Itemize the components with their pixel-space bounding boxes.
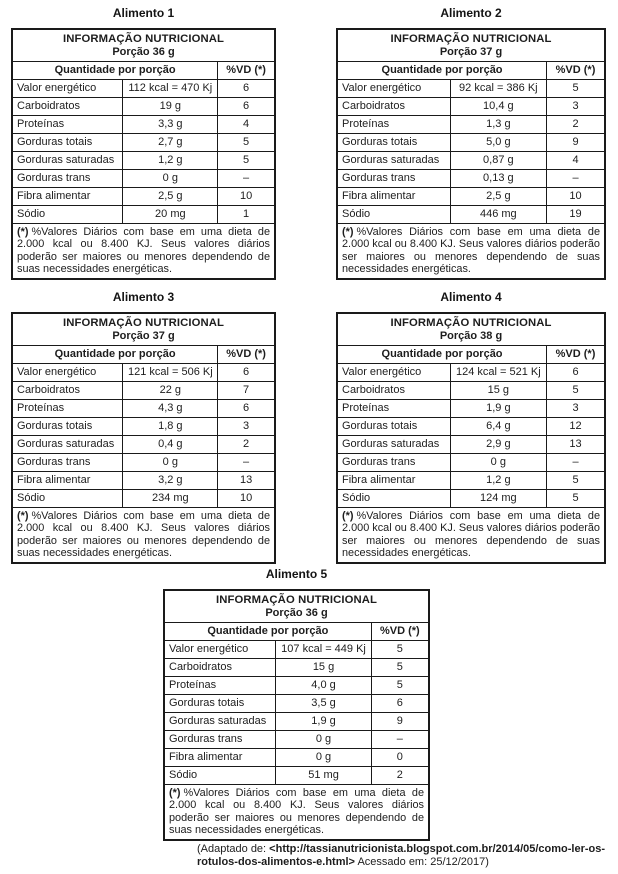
- table-row: [337, 454, 605, 472]
- footnote: [337, 508, 605, 564]
- nutrient-value: 0 g: [450, 454, 546, 472]
- quantity-header: Quantidade por porção: [337, 62, 547, 80]
- footnote-marker: (*): [17, 226, 29, 238]
- nutrient-label: Gorduras trans: [12, 454, 123, 472]
- nutrient-label: Fibra alimentar: [12, 188, 123, 206]
- nutrient-label: Carboidratos: [337, 382, 450, 400]
- nutrient-value: 15 g: [450, 382, 546, 400]
- nutrient-label: Gorduras saturadas: [164, 713, 276, 731]
- nutrient-vd: 13: [547, 436, 605, 454]
- nutrient-value: 0,87 g: [450, 152, 546, 170]
- portion-label: Porção 36 g: [112, 46, 175, 58]
- table-row: [164, 749, 429, 767]
- nutrient-value: 92 kcal = 386 Kj: [450, 80, 546, 98]
- nutrient-vd: 19: [547, 206, 605, 224]
- nutrient-vd: 2: [218, 436, 275, 454]
- info-header: INFORMAÇÃO NUTRICIONAL: [63, 33, 224, 45]
- nutrient-value: 0,13 g: [450, 170, 546, 188]
- nutrient-label: Gorduras totais: [12, 418, 123, 436]
- nutrient-vd: 5: [371, 641, 429, 659]
- nutrient-label: Carboidratos: [164, 659, 276, 677]
- nutrient-vd: 5: [547, 472, 605, 490]
- nutrient-vd: 3: [547, 98, 605, 116]
- nutrient-value: 124 kcal = 521 Kj: [450, 364, 546, 382]
- nutrient-label: Proteínas: [12, 116, 123, 134]
- nutrient-value: 4,0 g: [276, 677, 371, 695]
- nutrient-value: 5,0 g: [450, 134, 546, 152]
- quantity-header: Quantidade por porção: [12, 62, 218, 80]
- nutrient-vd: 6: [218, 80, 275, 98]
- info-header: INFORMAÇÃO NUTRICIONAL: [63, 317, 224, 329]
- footnote: [12, 508, 275, 564]
- nutrient-label: Fibra alimentar: [164, 749, 276, 767]
- table-row: [12, 134, 275, 152]
- nutrient-label: Gorduras saturadas: [337, 436, 450, 454]
- nutrient-label: Proteínas: [164, 677, 276, 695]
- table-row: [337, 170, 605, 188]
- nutrient-vd: 6: [218, 98, 275, 116]
- nutrient-vd: 6: [547, 364, 605, 382]
- nutrient-value: 0,4 g: [123, 436, 218, 454]
- nutrient-vd: 7: [218, 382, 275, 400]
- nutrient-vd: 2: [371, 767, 429, 785]
- nutrient-value: 15 g: [276, 659, 371, 677]
- nutrient-value: 234 mg: [123, 490, 218, 508]
- table-row: [337, 382, 605, 400]
- nutrient-label: Gorduras totais: [164, 695, 276, 713]
- nutrition-table-4: [336, 312, 606, 564]
- nutrient-vd: 1: [218, 206, 275, 224]
- nutrient-label: Gorduras saturadas: [12, 152, 123, 170]
- nutrient-label: Fibra alimentar: [337, 472, 450, 490]
- nutrient-label: Gorduras trans: [12, 170, 123, 188]
- table-row: [337, 436, 605, 454]
- nutrient-vd: 6: [218, 400, 275, 418]
- nutrient-value: 3,2 g: [123, 472, 218, 490]
- table-row: [12, 472, 275, 490]
- footnote-marker: (*): [342, 510, 354, 522]
- nutrient-vd: 5: [218, 152, 275, 170]
- nutrition-table-2: [336, 28, 606, 280]
- food-block-4: [336, 290, 606, 564]
- nutrient-label: Gorduras trans: [337, 170, 450, 188]
- nutrient-vd: 5: [547, 490, 605, 508]
- nutrient-label: Gorduras trans: [337, 454, 450, 472]
- nutrient-value: 0 g: [123, 170, 218, 188]
- table-row: [12, 454, 275, 472]
- nutrient-value: 2,5 g: [450, 188, 546, 206]
- portion-label: Porção 38 g: [439, 330, 503, 342]
- nutrient-vd: 4: [547, 152, 605, 170]
- footnote: [12, 224, 275, 280]
- nutrient-value: 2,7 g: [123, 134, 218, 152]
- food-block-2: [336, 6, 606, 280]
- nutrient-vd: –: [218, 170, 275, 188]
- food-title-4: Alimento 4: [440, 290, 502, 304]
- portion-label: Porção 37 g: [439, 46, 503, 58]
- nutrient-value: 19 g: [123, 98, 218, 116]
- nutrient-label: Proteínas: [337, 116, 450, 134]
- footnote-marker: (*): [169, 787, 181, 799]
- nutrient-vd: 5: [371, 677, 429, 695]
- nutrient-label: Fibra alimentar: [12, 472, 123, 490]
- nutrient-vd: 10: [218, 490, 275, 508]
- table-row: [12, 418, 275, 436]
- nutrient-value: 1,9 g: [450, 400, 546, 418]
- nutrient-value: 6,4 g: [450, 418, 546, 436]
- table-row: [12, 206, 275, 224]
- nutrient-label: Sódio: [337, 206, 450, 224]
- food-title-5: Alimento 5: [265, 567, 328, 581]
- footnote-text: %Valores Diários com base em uma dieta de 2.000 kcal ou 8.400 KJ. Seus valores diários poderão ser maiores ou menores dependendo de suas necessidades energéticas.: [17, 226, 270, 275]
- table-row: [164, 767, 429, 785]
- nutrient-label: Gorduras totais: [12, 134, 123, 152]
- table-row: [12, 170, 275, 188]
- nutrition-table-1: [11, 28, 276, 280]
- nutrient-value: 1,8 g: [123, 418, 218, 436]
- nutrient-value: 1,3 g: [450, 116, 546, 134]
- nutrient-value: 2,5 g: [123, 188, 218, 206]
- table-row: [337, 98, 605, 116]
- table-header: [337, 313, 605, 346]
- nutrient-vd: 5: [218, 134, 275, 152]
- nutrient-value: 1,2 g: [450, 472, 546, 490]
- nutrient-label: Carboidratos: [12, 98, 123, 116]
- footnote-text: %Valores Diários com base em uma dieta de 2.000 kcal ou 8.400 KJ. Seus valores diários poderão ser maiores ou menores dependendo de suas necessidades energéticas.: [17, 510, 270, 559]
- table-row: [164, 731, 429, 749]
- info-header: INFORMAÇÃO NUTRICIONAL: [390, 317, 552, 329]
- nutrient-vd: 10: [547, 188, 605, 206]
- nutrient-value: 124 mg: [450, 490, 546, 508]
- nutrient-value: 22 g: [123, 382, 218, 400]
- nutrient-vd: 5: [547, 80, 605, 98]
- table-row: [12, 188, 275, 206]
- nutrient-vd: –: [547, 170, 605, 188]
- nutrient-value: 51 mg: [276, 767, 371, 785]
- table-row: [337, 418, 605, 436]
- nutrient-value: 4,3 g: [123, 400, 218, 418]
- table-row: [12, 490, 275, 508]
- nutrient-label: Gorduras trans: [164, 731, 276, 749]
- table-row: [12, 98, 275, 116]
- nutrient-label: Gorduras totais: [337, 134, 450, 152]
- table-header: [164, 590, 429, 623]
- nutrient-value: 3,3 g: [123, 116, 218, 134]
- footnote-text: %Valores Diários com base em uma dieta de 2.000 kcal ou 8.400 KJ. Seus valores diários poderão ser maiores ou menores dependendo de suas necessidades energéticas.: [342, 510, 600, 559]
- vd-header: %VD (*): [547, 62, 605, 80]
- nutrient-vd: –: [371, 731, 429, 749]
- nutrient-value: 0 g: [276, 749, 371, 767]
- portion-label: Porção 37 g: [112, 330, 175, 342]
- nutrient-value: 1,9 g: [276, 713, 371, 731]
- vd-header: %VD (*): [371, 623, 429, 641]
- table-row: [12, 400, 275, 418]
- quantity-header: Quantidade por porção: [12, 346, 218, 364]
- nutrient-label: Valor energético: [164, 641, 276, 659]
- nutrient-vd: 3: [218, 418, 275, 436]
- vd-header: %VD (*): [218, 346, 275, 364]
- nutrient-value: 10,4 g: [450, 98, 546, 116]
- table-row: [337, 116, 605, 134]
- table-row: [164, 641, 429, 659]
- nutrient-label: Sódio: [12, 490, 123, 508]
- nutrient-vd: –: [547, 454, 605, 472]
- portion-label: Porção 36 g: [265, 607, 328, 619]
- nutrient-vd: –: [218, 454, 275, 472]
- nutrition-table-5: [163, 589, 430, 841]
- table-header: [337, 29, 605, 62]
- table-row: [337, 206, 605, 224]
- table-row: [12, 80, 275, 98]
- nutrient-vd: 4: [218, 116, 275, 134]
- nutrient-vd: 9: [371, 713, 429, 731]
- vd-header: %VD (*): [547, 346, 605, 364]
- table-row: [337, 472, 605, 490]
- table-row: [337, 400, 605, 418]
- table-row: [164, 713, 429, 731]
- nutrient-label: Valor energético: [337, 80, 450, 98]
- nutrient-value: 446 mg: [450, 206, 546, 224]
- vd-header: %VD (*): [218, 62, 275, 80]
- footnote: [337, 224, 605, 280]
- citation: [197, 843, 617, 868]
- table-header: [12, 29, 275, 62]
- nutrient-value: 121 kcal = 506 Kj: [123, 364, 218, 382]
- nutrient-vd: 10: [218, 188, 275, 206]
- quantity-header: Quantidade por porção: [337, 346, 547, 364]
- table-row: [337, 152, 605, 170]
- info-header: INFORMAÇÃO NUTRICIONAL: [216, 594, 377, 606]
- nutrition-table-3: [11, 312, 276, 564]
- info-header: INFORMAÇÃO NUTRICIONAL: [390, 33, 552, 45]
- table-row: [337, 490, 605, 508]
- nutrient-label: Sódio: [164, 767, 276, 785]
- nutrient-label: Proteínas: [12, 400, 123, 418]
- table-row: [12, 364, 275, 382]
- nutrient-label: Sódio: [12, 206, 123, 224]
- table-row: [337, 188, 605, 206]
- citation-suffix: Acessado em: 25/12/2017): [355, 855, 489, 868]
- nutrient-vd: 9: [547, 134, 605, 152]
- nutrient-label: Fibra alimentar: [337, 188, 450, 206]
- footnote-text: %Valores Diários com base em uma dieta de 2.000 kcal ou 8.400 KJ. Seus valores diários poderão ser maiores ou menores dependendo de suas necessidades energéticas.: [169, 787, 424, 836]
- footnote-text: %Valores Diários com base em uma dieta de 2.000 kcal ou 8.400 KJ. Seus valores diários poderão ser maiores ou menores dependendo de suas necessidades energéticas.: [342, 226, 600, 275]
- citation-url: <http://tassianutricionista.blogspot.com.br/2014/05/como-ler-os-rotulos-dos-alimentos-e.html>: [197, 843, 606, 868]
- food-block-5: [163, 567, 430, 841]
- nutrient-vd: 6: [371, 695, 429, 713]
- food-block-1: [11, 6, 276, 280]
- table-row: [12, 436, 275, 454]
- nutrient-label: Gorduras saturadas: [12, 436, 123, 454]
- nutrient-label: Proteínas: [337, 400, 450, 418]
- nutrient-label: Valor energético: [12, 364, 123, 382]
- food-title-2: Alimento 2: [440, 6, 502, 20]
- table-row: [164, 659, 429, 677]
- nutrient-label: Carboidratos: [337, 98, 450, 116]
- footnote-marker: (*): [17, 510, 29, 522]
- nutrient-label: Gorduras totais: [337, 418, 450, 436]
- nutrient-value: 107 kcal = 449 Kj: [276, 641, 371, 659]
- nutrient-vd: 0: [371, 749, 429, 767]
- footnote-marker: (*): [342, 226, 354, 238]
- table-row: [12, 382, 275, 400]
- nutrient-vd: 5: [547, 382, 605, 400]
- nutrient-value: 3,5 g: [276, 695, 371, 713]
- nutrient-label: Carboidratos: [12, 382, 123, 400]
- nutrient-vd: 13: [218, 472, 275, 490]
- nutrient-value: 0 g: [123, 454, 218, 472]
- nutrient-value: 2,9 g: [450, 436, 546, 454]
- footnote: [164, 785, 429, 841]
- nutrient-value: 112 kcal = 470 Kj: [123, 80, 218, 98]
- table-row: [337, 80, 605, 98]
- food-title-3: Alimento 3: [112, 290, 175, 304]
- nutrient-label: Valor energético: [12, 80, 123, 98]
- nutrient-vd: 3: [547, 400, 605, 418]
- table-row: [337, 364, 605, 382]
- nutrient-value: 20 mg: [123, 206, 218, 224]
- table-row: [164, 677, 429, 695]
- table-row: [12, 152, 275, 170]
- nutrient-label: Gorduras saturadas: [337, 152, 450, 170]
- nutrient-label: Sódio: [337, 490, 450, 508]
- nutrient-vd: 2: [547, 116, 605, 134]
- food-title-1: Alimento 1: [112, 6, 175, 20]
- nutrient-value: 0 g: [276, 731, 371, 749]
- quantity-header: Quantidade por porção: [164, 623, 371, 641]
- nutrient-vd: 12: [547, 418, 605, 436]
- table-row: [12, 116, 275, 134]
- food-block-3: [11, 290, 276, 564]
- citation-prefix: (Adaptado de:: [197, 843, 270, 855]
- nutrient-value: 1,2 g: [123, 152, 218, 170]
- nutrient-vd: 5: [371, 659, 429, 677]
- nutrient-vd: 6: [218, 364, 275, 382]
- table-row: [337, 134, 605, 152]
- table-header: [12, 313, 275, 346]
- nutrient-label: Valor energético: [337, 364, 450, 382]
- table-row: [164, 695, 429, 713]
